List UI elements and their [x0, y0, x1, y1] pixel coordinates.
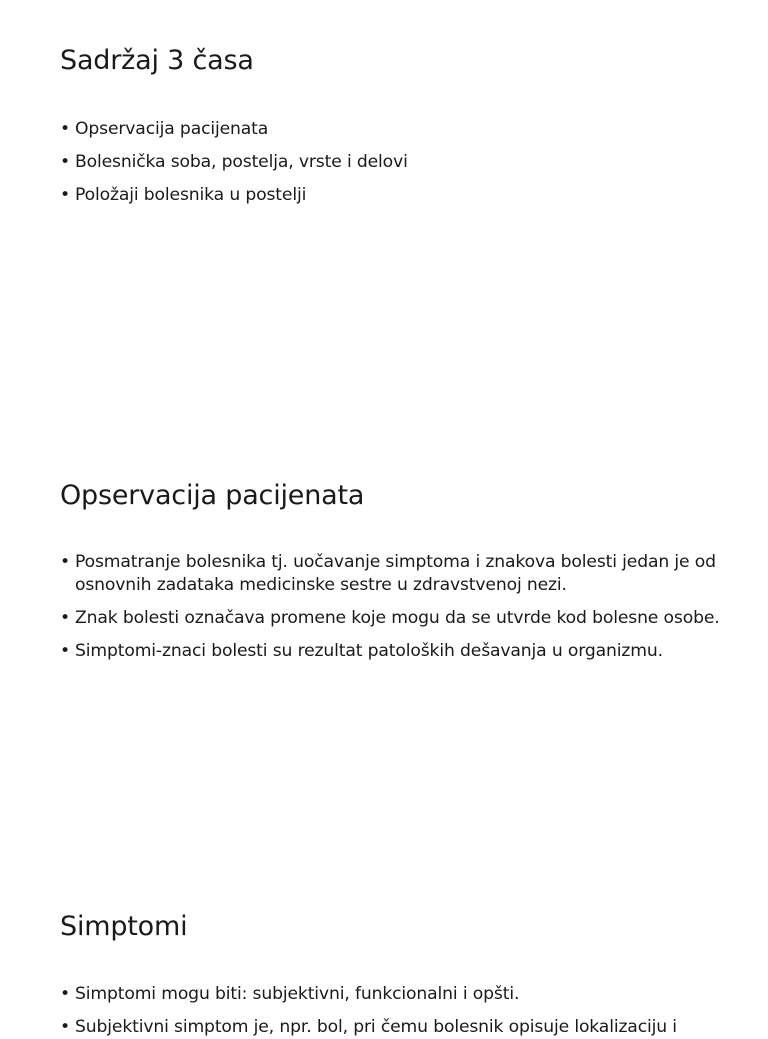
list-item: • Znak bolesti označava promene koje mogu da se utvrde kod bolesne osobe.	[60, 607, 740, 630]
list-item: • Simptomi-znaci bolesti su rezultat patoloških dešavanja u organizmu.	[60, 640, 740, 663]
list-item: • Bolesnička soba, postelja, vrste i delovi	[60, 151, 740, 174]
slide-1	[0, 0, 768, 410]
list-item: • Subjektivni simptom je, npr. bol, pri čemu bolesnik opisuje lokalizaciju i	[60, 1016, 740, 1039]
list-item: • Opservacija pacijenata	[60, 118, 740, 141]
slide-2-title: Opservacija pacijenata	[60, 480, 365, 511]
slide-1-title: Sadržaj 3 časa	[60, 45, 254, 76]
slide-3-bullet-list	[60, 983, 740, 1039]
slide-3	[0, 840, 768, 1037]
slide-1-bullet-list	[60, 118, 740, 207]
list-item: • Položaji bolesnika u postelji	[60, 184, 740, 207]
slide-2	[0, 410, 768, 840]
slide-3-title: Simptomi	[60, 911, 188, 942]
list-item: • Posmatranje bolesnika tj. uočavanje simptoma i znakova bolesti jedan je od osnovnih zadataka medicinske sestre u zdravstvenoj nezi.	[60, 551, 740, 597]
slide-2-bullet-list	[60, 551, 740, 663]
list-item: • Simptomi mogu biti: subjektivni, funkcionalni i opšti.	[60, 983, 740, 1006]
